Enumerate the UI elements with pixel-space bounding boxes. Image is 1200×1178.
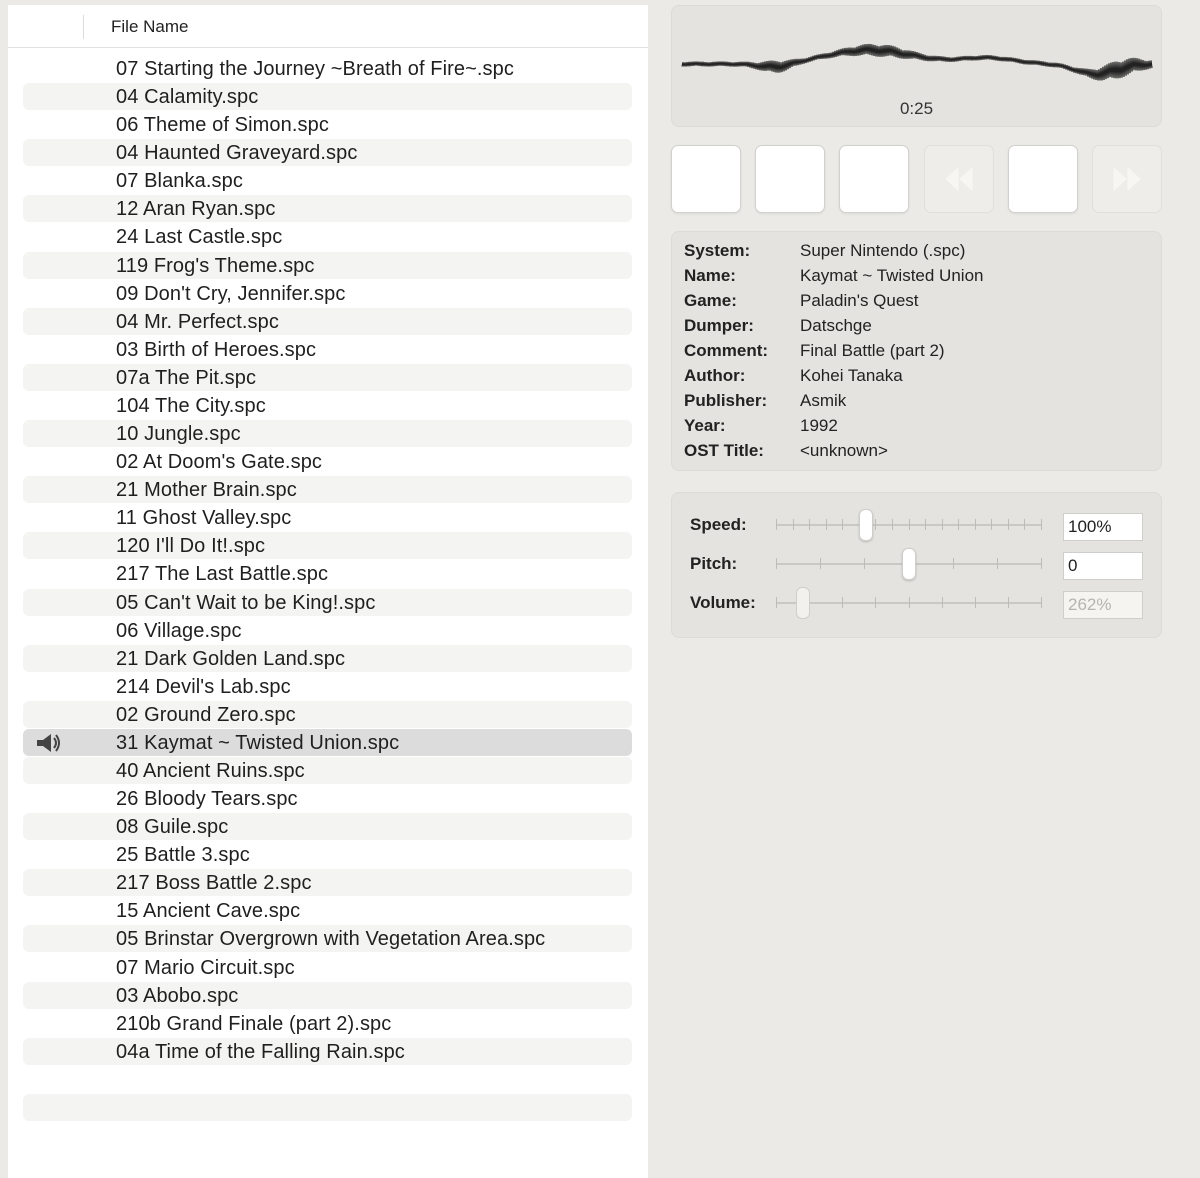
slider-tick — [1041, 597, 1042, 608]
slider-tick — [826, 519, 827, 530]
file-name: 07a The Pit.spc — [116, 366, 257, 389]
file-name: 21 Dark Golden Land.spc — [116, 647, 346, 670]
file-name: 210b Grand Finale (part 2).spc — [116, 1012, 392, 1035]
file-name: 40 Ancient Ruins.spc — [116, 760, 305, 782]
file-row[interactable] — [23, 280, 632, 307]
file-name: 05 Can't Wait to be King!.spc — [116, 591, 376, 614]
file-row[interactable] — [23, 392, 632, 419]
file-name: 21 Mother Brain.spc — [116, 479, 297, 502]
file-row[interactable] — [23, 448, 632, 475]
file-row[interactable] — [23, 476, 632, 503]
file-row[interactable] — [23, 589, 632, 616]
file-row[interactable] — [23, 982, 632, 1009]
info-label: OST Title: — [684, 441, 764, 460]
file-name: 07 Starting the Journey ~Breath of Fire~.spc — [116, 58, 514, 80]
slider-tick — [892, 519, 893, 530]
file-row[interactable] — [23, 532, 632, 559]
file-name: 05 Brinstar Overgrown with Vegetation Area.spc — [116, 928, 546, 951]
file-row[interactable] — [23, 308, 632, 335]
file-row[interactable] — [23, 785, 632, 812]
file-name: 02 Ground Zero.spc — [116, 703, 296, 726]
file-name-column-header[interactable]: File Name — [111, 17, 189, 36]
pitch-slider[interactable] — [776, 563, 1042, 565]
file-name: 03 Abobo.spc — [116, 984, 239, 1007]
slider-tick — [1008, 597, 1009, 608]
info-label: Game: — [684, 291, 737, 310]
empty-row — [23, 1094, 632, 1121]
file-name: 06 Theme of Simon.spc — [116, 114, 329, 137]
volume-field: 262% — [1063, 591, 1143, 619]
list-header — [8, 5, 648, 48]
slider-tick — [997, 558, 998, 569]
slider-tick — [776, 558, 777, 569]
file-row[interactable] — [23, 336, 632, 363]
file-row[interactable] — [23, 139, 632, 166]
info-value: Kohei Tanaka — [800, 366, 903, 385]
file-name: 214 Devil's Lab.spc — [116, 675, 291, 698]
column-separator[interactable] — [83, 15, 84, 39]
file-row[interactable] — [23, 167, 632, 194]
slider-tick — [776, 597, 777, 608]
file-row[interactable] — [23, 617, 632, 644]
file-name: 10 Jungle.spc — [116, 423, 241, 446]
file-name: 25 Battle 3.spc — [116, 844, 250, 867]
control-button-5[interactable] — [1008, 145, 1078, 213]
file-name: 104 The City.spc — [116, 394, 266, 417]
file-row[interactable] — [23, 252, 632, 279]
file-name: 120 I'll Do It!.spc — [116, 535, 266, 558]
file-row[interactable] — [23, 813, 632, 840]
waveform[interactable] — [672, 6, 1161, 96]
playback-time: 0:25 — [899, 99, 934, 118]
slider-tick — [864, 558, 865, 569]
info-label: Author: — [684, 366, 746, 385]
slider-tick — [1024, 519, 1025, 530]
slider-tick — [1041, 558, 1042, 569]
file-name: 24 Last Castle.spc — [116, 226, 283, 249]
playback-settings-panel — [671, 492, 1162, 638]
file-name: 26 Bloody Tears.spc — [116, 788, 298, 811]
slider-tick — [776, 519, 777, 530]
file-row[interactable] — [23, 364, 632, 391]
file-row[interactable] — [23, 925, 632, 952]
pitch-field[interactable]: 0 — [1063, 552, 1143, 580]
slider-tick — [942, 597, 943, 608]
file-name: 08 Guile.spc — [116, 816, 229, 839]
slider-tick — [1041, 519, 1042, 530]
slider-tick — [953, 558, 954, 569]
file-list-pane — [8, 5, 648, 1178]
file-row[interactable] — [23, 1010, 632, 1037]
file-name: 07 Blanka.spc — [116, 170, 243, 193]
volume-slider — [776, 602, 1042, 604]
file-name: 31 Kaymat ~ Twisted Union.spc — [116, 731, 400, 754]
file-row[interactable] — [23, 869, 632, 896]
info-value: Datschge — [800, 316, 872, 335]
file-row[interactable] — [23, 504, 632, 531]
file-row[interactable] — [23, 560, 632, 587]
info-label: Dumper: — [684, 316, 754, 335]
file-name: 12 Aran Ryan.spc — [116, 198, 276, 221]
file-name: 04 Mr. Perfect.spc — [116, 310, 279, 333]
file-name: 07 Mario Circuit.spc — [116, 956, 295, 979]
file-row[interactable] — [23, 55, 632, 82]
info-value: Paladin's Quest — [800, 291, 919, 310]
slider-tick — [975, 519, 976, 530]
info-value: Final Battle (part 2) — [800, 341, 945, 360]
file-name: 06 Village.spc — [116, 619, 242, 642]
file-row[interactable] — [23, 645, 632, 672]
file-name: 11 Ghost Valley.spc — [116, 507, 292, 530]
file-row[interactable] — [23, 420, 632, 447]
slider-thumb[interactable] — [902, 548, 916, 580]
file-row[interactable] — [23, 729, 632, 756]
file-row[interactable] — [23, 673, 632, 700]
info-value: Asmik — [800, 391, 847, 410]
slider-thumb[interactable] — [859, 509, 873, 541]
info-value: Super Nintendo (.spc) — [800, 241, 966, 260]
info-label: Comment: — [684, 341, 769, 360]
slider-tick — [909, 519, 910, 530]
file-name: 15 Ancient Cave.spc — [116, 900, 301, 923]
file-row[interactable] — [23, 1038, 632, 1065]
speed-field[interactable]: 100% — [1063, 513, 1143, 541]
speed-label: Speed: — [690, 515, 747, 534]
info-label: Publisher: — [684, 391, 768, 410]
slider-tick — [991, 519, 992, 530]
file-name: 04 Haunted Graveyard.spc — [116, 142, 358, 165]
slider-thumb — [796, 587, 810, 619]
speed-slider[interactable] — [776, 524, 1042, 526]
slider-tick — [909, 597, 910, 608]
pitch-label: Pitch: — [690, 554, 738, 573]
slider-tick — [842, 597, 843, 608]
file-name: 217 The Last Battle.spc — [116, 563, 329, 586]
slider-tick — [975, 597, 976, 608]
slider-tick — [1008, 519, 1009, 530]
file-row[interactable] — [23, 954, 632, 981]
info-value: 1992 — [800, 416, 838, 435]
info-value: <unknown> — [800, 441, 888, 460]
file-name: 03 Birth of Heroes.spc — [116, 338, 317, 361]
control-button-3[interactable] — [839, 145, 909, 213]
slider-tick — [925, 519, 926, 530]
slider-tick — [809, 519, 810, 530]
file-row[interactable] — [23, 83, 632, 110]
control-button-1[interactable] — [671, 145, 741, 213]
info-label: System: — [684, 241, 751, 260]
volume-label: Volume: — [690, 593, 756, 612]
file-row[interactable] — [23, 841, 632, 868]
control-button-2[interactable] — [755, 145, 825, 213]
track-info-panel — [671, 231, 1162, 471]
file-row[interactable] — [23, 195, 632, 222]
file-name: 02 At Doom's Gate.spc — [116, 451, 323, 474]
file-row[interactable] — [23, 897, 632, 924]
speaker-icon — [35, 732, 61, 759]
slider-tick — [820, 558, 821, 569]
slider-tick — [875, 519, 876, 530]
file-row[interactable] — [23, 111, 632, 138]
file-row[interactable] — [23, 757, 632, 784]
file-row[interactable] — [23, 701, 632, 728]
slider-tick — [875, 597, 876, 608]
info-value: Kaymat ~ Twisted Union — [800, 266, 984, 285]
file-name: 119 Frog's Theme.spc — [116, 254, 315, 277]
fast-forward-button[interactable] — [1092, 145, 1162, 213]
rewind-button[interactable] — [924, 145, 994, 213]
file-name: 04 Calamity.spc — [116, 86, 259, 109]
slider-tick — [842, 519, 843, 530]
file-name: 04a Time of the Falling Rain.spc — [116, 1040, 405, 1063]
info-label: Name: — [684, 266, 736, 285]
slider-tick — [793, 519, 794, 530]
info-label: Year: — [684, 416, 726, 435]
file-name: 217 Boss Battle 2.spc — [116, 872, 312, 895]
file-row[interactable] — [23, 223, 632, 250]
waveform-panel — [671, 5, 1162, 127]
slider-tick — [942, 519, 943, 530]
waveform-line — [682, 44, 1152, 81]
file-name: 09 Don't Cry, Jennifer.spc — [116, 282, 346, 305]
slider-tick — [958, 519, 959, 530]
